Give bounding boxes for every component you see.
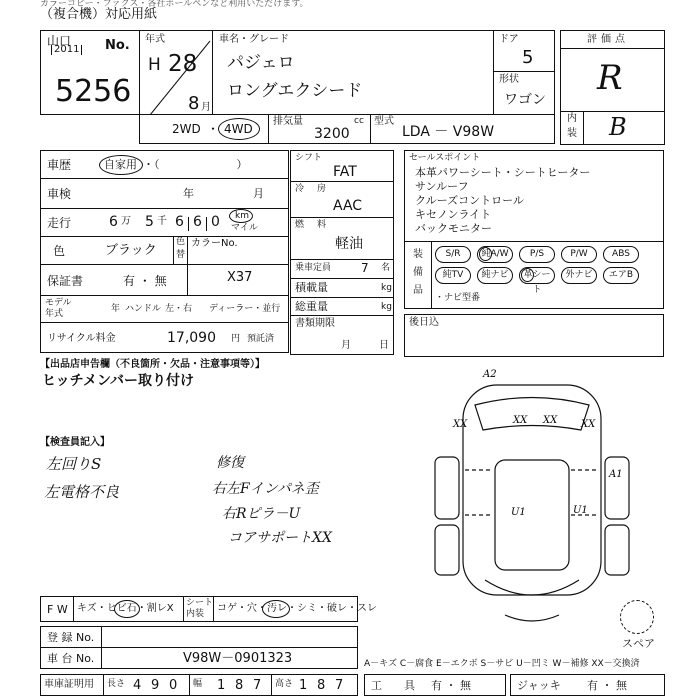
jack-row: [510, 674, 665, 696]
year-month: 8: [188, 93, 200, 114]
details-table: [40, 150, 289, 353]
recycle-value: 17,090: [167, 330, 216, 346]
color-no-label: カラーNo.: [191, 238, 238, 249]
garage-length-digit: 0: [169, 678, 178, 693]
year-label: 年式: [145, 34, 165, 45]
interior-label-2: 装: [567, 128, 577, 139]
inspector-right-note: 右左Fインパネ歪: [212, 481, 319, 497]
fuel-label-1: 燃: [295, 220, 305, 230]
mileage-u1: 万: [121, 216, 131, 227]
inspector-left-note: 左電格不良: [44, 483, 120, 501]
handle-label: ハンドル: [125, 304, 162, 314]
inspector-right-note: 右Rピラ－U: [222, 506, 301, 522]
equipment-item: 純TV: [435, 267, 471, 284]
spec-row: [139, 114, 555, 144]
recycle-note: 預託済: [247, 334, 275, 344]
car-box: [212, 30, 494, 115]
garage-width-digit: 8: [235, 678, 244, 693]
year-value: 28: [168, 51, 198, 77]
car-diagram: [405, 365, 665, 635]
inspector-right-note: コアサポートXX: [228, 530, 332, 546]
garage-width-digit: 7: [253, 678, 262, 693]
mileage-unit-km: km: [235, 211, 249, 221]
chassis-label: 車 台 No.: [47, 652, 95, 665]
score-value: R: [597, 58, 623, 98]
aircon-value: AAC: [333, 198, 363, 214]
shift-label: シフト: [295, 153, 323, 163]
color-change-label-1: 色: [176, 237, 186, 247]
equipment-label-1: 装: [413, 249, 423, 260]
equipment-item: エアB: [603, 267, 639, 284]
drive-opt2: 4WD: [224, 122, 253, 136]
door-label: ドア: [499, 34, 519, 45]
mileage-d2: 5: [145, 214, 154, 230]
equipment-item: ABS: [603, 246, 639, 263]
chassis-row: [40, 647, 358, 669]
lot-no-label: No.: [105, 38, 130, 53]
tools-label: 工 具: [371, 679, 415, 692]
spare-tire-icon: [620, 600, 654, 634]
diagram-label-a2: A2: [483, 369, 497, 380]
chassis-value: V98W－0901323: [183, 651, 293, 666]
diagram-label-xx: XX: [581, 419, 596, 430]
mileage-d4: 6: [193, 214, 202, 230]
displacement-unit: cc: [354, 116, 364, 126]
equipment-item: 純ナビ: [477, 267, 513, 284]
equipment-item: S/R: [435, 246, 471, 263]
aircon-label-2: 房: [317, 184, 327, 194]
jack-value: 有 ・ 無: [587, 679, 627, 692]
fuel-label-2: 料: [317, 220, 327, 230]
year-box: [139, 30, 213, 115]
inspection-month-unit: 月: [253, 187, 264, 200]
equipment-label-3: 品: [413, 285, 423, 296]
registration-label: 登 録 No.: [47, 631, 95, 644]
fw-row: [40, 596, 377, 622]
load-unit: kg: [381, 283, 392, 293]
drive-sep: ・: [207, 122, 220, 136]
drive-circle: [218, 118, 260, 140]
garage-width-label: 幅: [193, 679, 203, 689]
color-change-label-2: 替: [176, 250, 186, 260]
history-paren: ・（ ）: [143, 158, 248, 171]
shape-label: 形状: [499, 74, 519, 85]
docs-day-unit: 日: [379, 340, 389, 351]
fw-value: キズ・ヒビ石・割レX: [77, 603, 174, 614]
equipment-label-2: 備: [413, 267, 423, 278]
recycle-label: リサイクル料金: [47, 333, 116, 344]
diagram-label-a1: A1: [609, 469, 623, 480]
after-install-label: 後日込: [409, 317, 439, 328]
diagram-label-xx: XX: [543, 415, 558, 426]
score-box: [560, 30, 665, 145]
mileage-d1: 6: [109, 214, 118, 230]
displacement-label: 排気量: [273, 116, 303, 127]
garage-length-digit: 9: [151, 678, 160, 693]
equipment-item: P/W: [561, 246, 597, 263]
shape-value: ワゴン: [504, 92, 546, 108]
jack-label: ジャッキ: [517, 679, 561, 692]
recycle-unit: 円: [231, 334, 241, 344]
tools-row: [364, 674, 506, 696]
mileage-d3: 6: [175, 214, 184, 230]
garage-height-digit: 8: [317, 678, 326, 693]
damage-legend: A－キズ C－腐食 E－エクボ S－サビ U－凹ミ W－補修 XX－交換済: [364, 659, 640, 669]
diagram-label-xx: XX: [513, 415, 528, 426]
inspector-right-note: 修復: [216, 455, 244, 471]
interior-label-1: 内: [567, 113, 577, 124]
docs-month-unit: 月: [341, 340, 351, 351]
selling-point-item: キセノンライト: [415, 208, 492, 221]
equipment-item: 純A/W: [477, 246, 513, 263]
header-cut-text: カラーコピー・ファクス・各社ボールペンなど利用いただけます。: [40, 0, 309, 9]
shift-value: FAT: [333, 164, 357, 180]
seat-label-1: シート: [186, 598, 214, 608]
header-text: （複合機）対応用紙: [40, 7, 158, 22]
warranty-label: 保証書: [47, 274, 84, 288]
equipment-extra: ・ナビ型番: [435, 293, 481, 303]
load-label: 積載量: [295, 281, 328, 294]
score-label: 評価点: [587, 34, 629, 45]
handle-value: 左・右: [165, 304, 193, 314]
model-year-unit: 年: [111, 304, 121, 314]
mileage-d5: 0: [211, 214, 220, 230]
mileage-km-circle: [229, 209, 253, 223]
car-name: パジェロ: [227, 53, 295, 73]
selling-points-box: [404, 150, 664, 242]
after-install-box: [404, 314, 664, 357]
fuel-value: 軽油: [335, 236, 363, 252]
diagram-label-xx: XX: [453, 419, 468, 430]
model-label: 型式: [374, 116, 394, 127]
docs-label: 書類期限: [295, 318, 335, 329]
inspector-label: 【検査員記入】: [40, 437, 110, 448]
door-box: [493, 30, 555, 115]
equipment-box: [404, 241, 664, 309]
gross-unit: kg: [381, 302, 392, 312]
mileage-label: 走行: [47, 216, 72, 230]
selling-point-item: 本革パワーシート・シートヒーター: [415, 166, 591, 179]
color-no-value: X37: [227, 270, 253, 285]
middle-table: [290, 150, 394, 355]
history-circle: [99, 155, 143, 175]
spare-label: スペア: [622, 637, 655, 650]
warranty-value: 有 ・ 無: [123, 274, 167, 288]
mileage-unit-mile: マイル: [231, 223, 258, 233]
equipment-item: 革シート: [519, 267, 555, 284]
fw-mark-circle: [114, 600, 140, 618]
lot-number: 5256: [55, 74, 132, 109]
color-value: ブラック: [105, 243, 157, 258]
inspection-year-unit: 年: [183, 187, 194, 200]
selling-points-label: セールスポイント: [409, 153, 481, 163]
garage-width-digit: 1: [217, 678, 226, 693]
equipment-item: P/S: [519, 246, 555, 263]
model-value: LDA － V98W: [402, 124, 495, 140]
equipment-mark-circle: [521, 268, 534, 282]
notes-label: 【出品店申告欄（不良箇所・欠品・注意事項等）】: [40, 359, 265, 370]
garage-row: [40, 674, 358, 696]
capacity-unit: 名: [381, 263, 391, 273]
garage-length-digit: 4: [133, 678, 142, 693]
model-year-label-2: 年式: [45, 309, 64, 319]
garage-height-digit: 7: [335, 678, 344, 693]
history-label: 車歴: [47, 158, 72, 172]
year-slash: [140, 31, 214, 116]
equipment-mark-circle: [479, 247, 492, 261]
dealer-label: ディーラー・並行: [209, 304, 281, 314]
diagram-label-u1: U1: [573, 505, 588, 516]
lot-box: [40, 30, 140, 115]
inspector-left-note: 左回りS: [46, 455, 102, 473]
registration-row: [40, 626, 358, 648]
inspection-label: 車検: [47, 187, 72, 201]
year-month-unit: 月: [201, 102, 211, 113]
gross-label: 総重量: [295, 300, 328, 313]
capacity-label: 乗車定員: [295, 263, 332, 273]
car-grade: ロングエクシード: [227, 81, 363, 101]
model-year-label-1: モデル: [45, 298, 72, 308]
garage-length-label: 長さ: [107, 679, 126, 689]
fw-label: F W: [47, 603, 68, 616]
displacement-value: 3200: [314, 126, 350, 142]
drive-opt1: 2WD: [172, 122, 201, 136]
diagram-label-u1: U1: [511, 507, 526, 518]
seat-label-2: 内装: [186, 609, 205, 619]
color-label: 色: [53, 244, 66, 258]
tools-value: 有 ・ 無: [431, 679, 471, 692]
seat-mark-circle: [262, 600, 290, 618]
garage-height-label: 高さ: [275, 679, 294, 689]
seat-value: コゲ・穴・汚レ・シミ・破レ・スレ: [217, 603, 377, 614]
year-era: H: [148, 55, 161, 75]
door-value: 5: [522, 47, 534, 68]
history-value: 自家用: [104, 158, 137, 171]
aircon-label-1: 冷: [295, 184, 305, 194]
interior-value: B: [609, 113, 627, 141]
lot-year-tag: 2011: [51, 45, 82, 55]
selling-point-item: クルーズコントロール: [415, 194, 524, 207]
car-label: 車名・グレード: [219, 34, 289, 45]
selling-point-item: サンルーフ: [415, 180, 469, 193]
selling-point-item: バックモニター: [415, 222, 492, 235]
equipment-item: 外ナビ: [561, 267, 597, 284]
garage-label: 車庫証明用: [44, 679, 94, 690]
notes-value: ヒッチメンバー取り付け: [42, 373, 195, 389]
lot-region: 山口: [47, 34, 72, 48]
garage-height-digit: 1: [299, 678, 308, 693]
mileage-u2: 千: [157, 216, 167, 227]
capacity-value: 7: [361, 261, 369, 275]
